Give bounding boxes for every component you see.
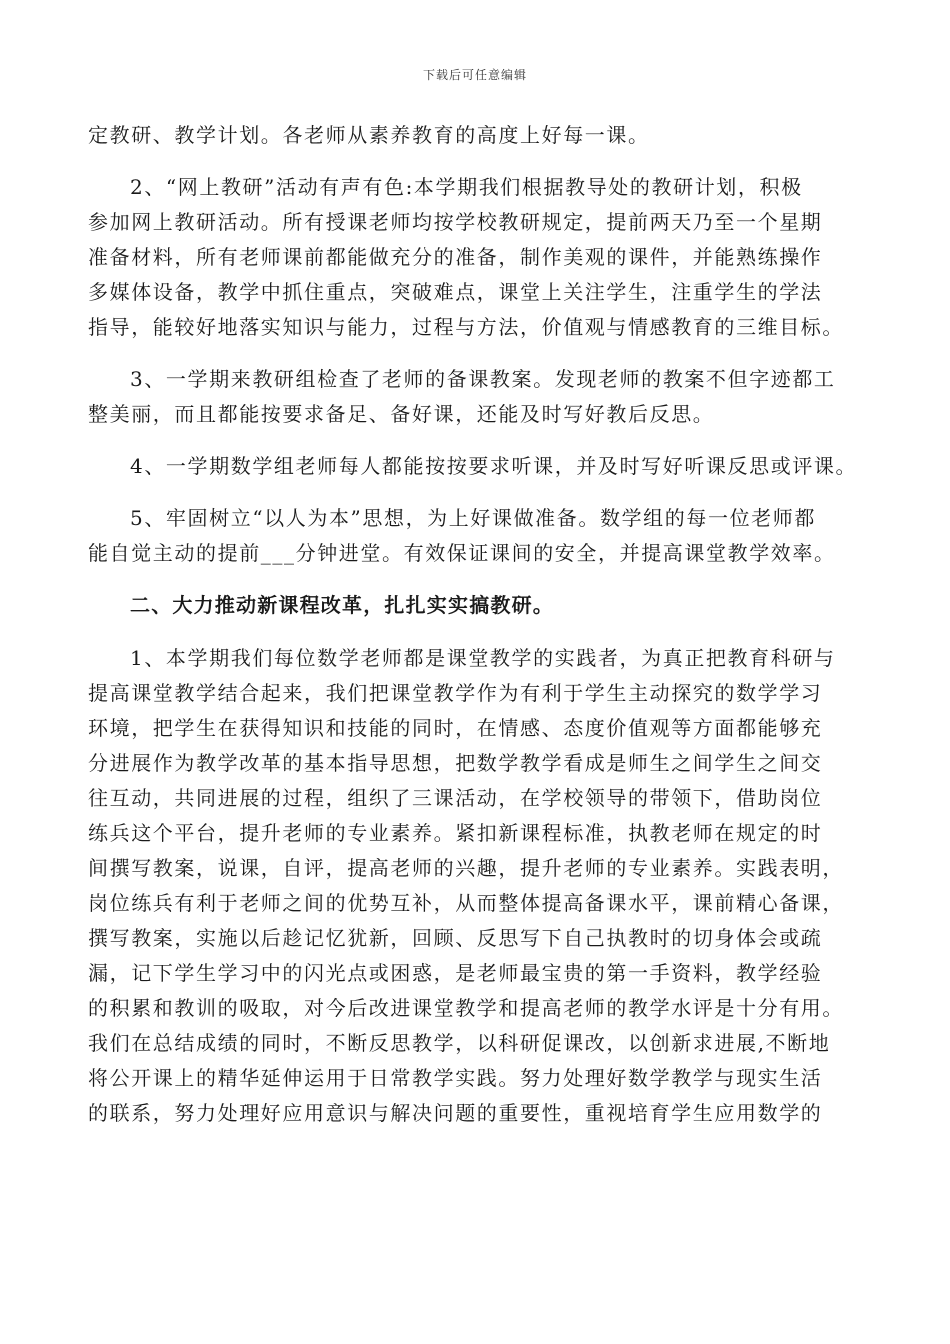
- text-line: 提高课堂教学结合起来，我们把课堂教学作为有利于学生主动探究的数学学习: [88, 681, 823, 705]
- text-line: 的积累和教训的吸取，对今后改进课堂教学和提高老师的教学水评是十分有用。: [88, 996, 844, 1020]
- text-line: 5、牢固树立“以人为本”思想，为上好课做准备。数学组的每一位老师都: [130, 506, 816, 530]
- paragraph-3: [88, 449, 878, 484]
- text-line: 练兵这个平台，提升老师的专业素养。紧扣新课程标准，执教老师在规定的时: [88, 821, 823, 845]
- text-line: 环境，把学生在获得知识和技能的同时，在情感、态度价值观等方面都能够充: [88, 716, 823, 740]
- text-line: 漏，记下学生学习中的闪光点或困惑，是老师最宝贵的第一手资料，教学经验: [88, 961, 823, 985]
- paragraph-0: [88, 118, 878, 153]
- text-line: 定教研、教学计划。各老师从素养教育的高度上好每一课。: [88, 123, 650, 147]
- paragraph-4: [88, 501, 878, 571]
- text-line: 4、一学期数学组老师每人都能按按要求听课，并及时写好听课反思或评课。: [130, 454, 858, 478]
- text-line: 将公开课上的精华延伸运用于日常教学实践。努力处理好数学教学与现实生活: [88, 1066, 823, 1090]
- paragraph-2: [88, 362, 878, 432]
- text-line: 准备材料，所有老师课前都能做充分的准备，制作美观的课件，并能熟练操作: [88, 245, 823, 269]
- text-line: 2、“网上教研”活动有声有色:本学期我们根据教导处的教研计划，积极: [130, 175, 803, 199]
- text-line: 3、一学期来教研组检查了老师的备课教案。发现老师的教案不但字迹都工: [130, 367, 836, 391]
- document-body: [88, 118, 878, 1148]
- text-line: 往互动，共同进展的过程，组织了三课活动，在学校领导的带领下，借助岗位: [88, 786, 823, 810]
- text-line: 分进展作为教学改革的基本指导思想，把数学教学看成是师生之间学生之间交: [88, 751, 823, 775]
- text-line: 整美丽，而且都能按要求备足、备好课，还能及时写好教后反思。: [88, 402, 715, 426]
- text-line: 能自觉主动的提前___分钟进堂。有效保证课间的安全，并提高课堂教学效率。: [88, 541, 836, 565]
- text-line: 的联系，努力处理好应用意识与解决问题的重要性，重视培育学生应用数学的: [88, 1101, 823, 1125]
- text-line: 我们在总结成绩的同时，不断反思教学，以科研促课改，以创新求进展,不断地: [88, 1031, 831, 1055]
- text-line: 撰写教案，实施以后趁记忆犹新，回顾、反思写下自己执教时的切身体会或疏: [88, 926, 823, 950]
- paragraph-5: [88, 641, 878, 1131]
- text-line: 多媒体设备，教学中抓住重点，突破难点，课堂上关注学生，注重学生的学法: [88, 280, 823, 304]
- page-header: 下载后可任意编辑: [422, 68, 527, 82]
- text-line: 间撰写教案，说课，自评，提高老师的兴趣，提升老师的专业素养。实践表明，: [88, 856, 844, 880]
- text-line: 参加网上教研活动。所有授课老师均按学校教研规定，提前两天乃至一个星期: [88, 210, 823, 234]
- section-heading: 二、大力推动新课程改革，扎扎实实搞教研。: [130, 593, 554, 617]
- text-line: 指导，能较好地落实知识与能力，过程与方法，价值观与情感教育的三维目标。: [88, 315, 844, 339]
- text-line: 1、本学期我们每位数学老师都是课堂教学的实践者，为真正把教育科研与: [130, 646, 836, 670]
- paragraph-1: [88, 170, 878, 345]
- text-line: 岗位练兵有利于老师之间的优势互补，从而整体提高备课水平，课前精心备课，: [88, 891, 844, 915]
